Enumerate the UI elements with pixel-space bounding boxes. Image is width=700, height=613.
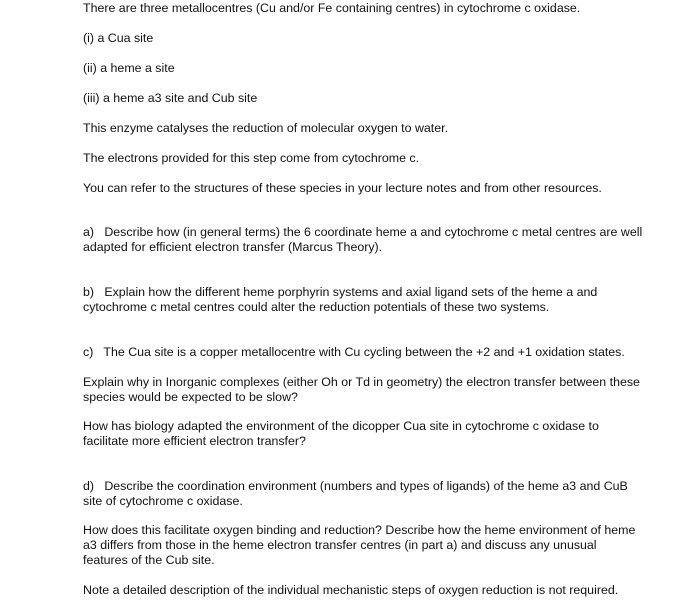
question-c-explain: Explain why in Inorganic complexes (either Oh or Td in geometry) the electron transfer between these species would be expected to be slow?	[83, 375, 640, 404]
site-iii-item: (iii) a heme a3 site and Cub site	[83, 91, 258, 105]
question-c-intro: c) The Cua site is a copper metallocentre with Cu cycling between the +2 and +1 oxidation states.	[83, 345, 625, 359]
question-d-oxygen: How does this facilitate oxygen binding and reduction? Describe how the heme environment of heme a3 differs from those in the heme electron transfer centres (in part a) and discuss any unusual features of the Cub site.	[83, 523, 636, 567]
site-ii-item: (ii) a heme a site	[83, 61, 175, 75]
question-a: a) Describe how (in general terms) the 6 coordinate heme a and cytochrome c metal centres are well adapted for efficient electron transfer (Marcus Theory).	[83, 225, 643, 254]
question-d-intro: d) Describe the coordination environment (numbers and types of ligands) of the heme a3 and CuB site of cytochrome c oxidase.	[83, 479, 628, 508]
question-b: b) Explain how the different heme porphyrin systems and axial ligand sets of the heme a and cytochrome c metal centres could alter the reduction potentials of these two systems.	[83, 285, 598, 314]
intro-paragraph: There are three metallocentres (Cu and/or Fe containing centres) in cytochrome c oxidase.	[83, 1, 581, 15]
catalysis-paragraph: This enzyme catalyses the reduction of molecular oxygen to water.	[83, 121, 449, 135]
question-c-biology: How has biology adapted the environment of the dicopper Cua site in cytochrome c oxidase to facilitate more efficient electron transfer?	[83, 419, 599, 448]
electrons-paragraph: The electrons provided for this step come from cytochrome c.	[83, 151, 420, 165]
note-paragraph: Note a detailed description of the individual mechanistic steps of oxygen reduction is not required.	[83, 583, 619, 597]
site-i-item: (i) a Cua site	[83, 31, 154, 45]
refer-paragraph: You can refer to the structures of these species in your lecture notes and from other resources.	[83, 181, 602, 195]
